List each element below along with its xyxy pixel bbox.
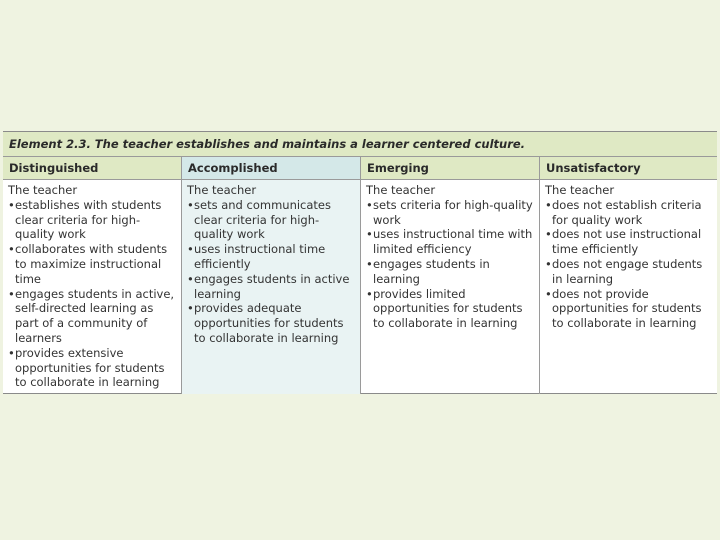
criterion-item [545, 257, 714, 287]
bullet-icon: • [8, 286, 15, 301]
bullet-icon: • [545, 286, 552, 301]
criterion-item [187, 272, 357, 302]
column-intro: The teacher [545, 183, 615, 197]
criterion-text: does not provide opportunities for students to collaborate in learning [552, 286, 702, 331]
criterion-item [366, 227, 536, 257]
bullet-icon: • [8, 242, 15, 257]
criterion-text: collaborates with students to maximize instructional time [15, 242, 168, 286]
bullet-icon: • [187, 271, 194, 286]
bullet-icon: • [366, 286, 373, 301]
column-heading-distinguished: Distinguished [3, 157, 181, 180]
column-emerging [360, 157, 539, 394]
criterion-item [545, 198, 714, 228]
column-accomplished [181, 157, 360, 394]
criterion-text: provides extensive opportunities for students to collaborate in learning [15, 345, 165, 390]
criterion-text: establishes with students clear criteria for high-quality work [15, 197, 162, 242]
criterion-text: does not establish criteria for quality work [552, 197, 702, 227]
rubric-table [3, 131, 717, 394]
criterion-text: does not engage students in learning [552, 256, 703, 286]
criterion-text: sets and communicates clear criteria for high-quality work [194, 197, 331, 242]
criterion-item [8, 242, 178, 286]
criterion-text: uses instructional time efficiently [194, 242, 326, 271]
criterion-text: uses instructional time with limited efficiency [373, 227, 533, 257]
bullet-icon: • [8, 345, 15, 360]
criterion-text: provides adequate opportunities for students to collaborate in learning [194, 301, 344, 345]
criterion-text: engages students in active, self-directed learning as part of a community of learners [15, 286, 175, 345]
column-intro: The teacher [8, 183, 78, 197]
criterion-text: does not use instructional time efficiently [552, 227, 702, 257]
criterion-text: engages students in learning [373, 256, 490, 286]
criterion-text: provides limited opportunities for students to collaborate in learning [373, 286, 523, 331]
column-body-accomplished [182, 180, 360, 346]
bullet-icon: • [366, 256, 373, 271]
criterion-item [8, 346, 178, 390]
column-heading-emerging: Emerging [361, 157, 539, 180]
bullet-icon: • [366, 227, 373, 242]
criterion-item [545, 227, 714, 257]
column-intro: The teacher [187, 183, 257, 197]
column-unsatisfactory [539, 157, 717, 394]
element-title: Element 2.3. The teacher establishes and maintains a learner centered culture. [3, 132, 717, 157]
bullet-icon: • [545, 197, 552, 212]
criterion-text: engages students in active learning [194, 271, 350, 301]
criterion-text: sets criteria for high-quality work [373, 197, 533, 227]
criterion-item [366, 287, 536, 331]
criterion-item [545, 287, 714, 331]
criterion-item [187, 242, 357, 272]
rubric-columns [3, 157, 717, 394]
column-intro: The teacher [366, 183, 436, 197]
bullet-icon: • [8, 197, 15, 212]
bullet-icon: • [187, 242, 194, 257]
column-heading-unsatisfactory: Unsatisfactory [540, 157, 717, 180]
criterion-item [8, 287, 178, 346]
column-distinguished [3, 157, 181, 394]
column-body-distinguished [3, 180, 181, 390]
column-heading-accomplished: Accomplished [182, 157, 360, 180]
column-body-emerging [361, 180, 539, 331]
criterion-item [187, 301, 357, 345]
bullet-icon: • [366, 197, 373, 212]
bullet-icon: • [545, 227, 552, 242]
criterion-item [366, 257, 536, 287]
bullet-icon: • [187, 301, 194, 316]
column-body-unsatisfactory [540, 180, 717, 331]
criterion-item [366, 198, 536, 228]
criterion-item [8, 198, 178, 242]
bullet-icon: • [545, 256, 552, 271]
criterion-item [187, 198, 357, 242]
bullet-icon: • [187, 197, 194, 212]
